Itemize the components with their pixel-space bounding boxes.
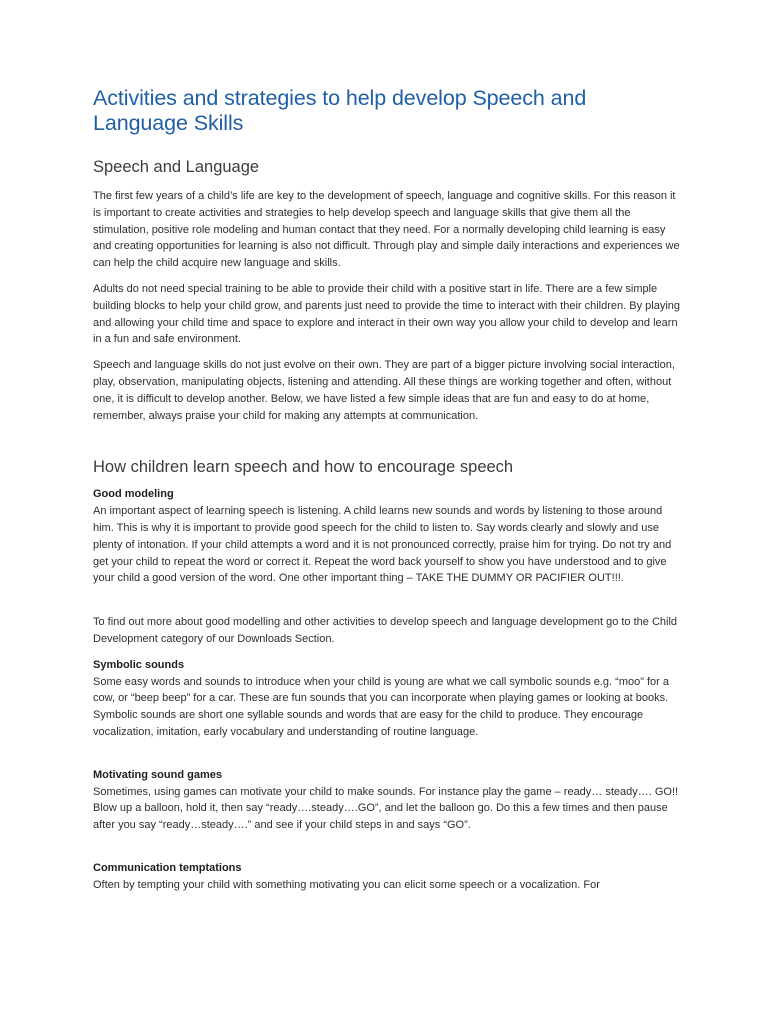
- symbolic-sounds-paragraph: Some easy words and sounds to introduce when your child is young are what we call symbolic sounds e.g. “moo” for a cow, or “beep beep” for a car. These are fun sounds that you can incorporate when playing games or looking at books. Symbolic sounds are short one syllable sounds and words that are easy for the child to produce. They encourage vocalization, imitation, early vocabulary and understanding of routine language.: [93, 675, 669, 738]
- subheading-communication-temptations: Communication temptations: [93, 861, 242, 874]
- good-modeling-paragraph: An important aspect of learning speech is listening. A child learns new sounds and words by listening to those around him. This is why it is important to provide good speech for the child to listen to. Say words clearly and slowly and use plenty of intonation. If your child attempts a word and it is not pronounced correctly, praise him for trying. Do not try and get your child to repeat the word or correct it. Repeat the word back yourself to show you have understood and to give your child a good version of the word. One other important thing – TAKE THE DUMMY OR PACIFIER OUT!!!.: [93, 505, 672, 585]
- section-heading-how-children-learn: How children learn speech and how to encourage speech: [93, 458, 514, 477]
- intro-paragraph-3: Speech and language skills do not just evolve on their own. They are part of a bigger picture involving social interaction, play, observation, manipulating objects, listening and attending. All these things are working together and often, without one, it is difficult to develop another. Below, we have listed a few simple ideas that are fun and easy to do at home, remember, always praise your child for making any attempts at communication.: [93, 359, 675, 422]
- subheading-symbolic-sounds: Symbolic sounds: [93, 658, 185, 671]
- subheading-good-modeling: Good modeling: [93, 488, 174, 501]
- intro-paragraph-2: Adults do not need special training to be able to provide their child with a positive start in life. There are a few simple building blocks to help your child grow, and parents just need to provide the time to interact with their children. By playing and allowing your child time and space to explore and interact in their own way you allow your child to develop and learn in a fun and safe environment.: [93, 282, 680, 346]
- motivating-sound-games-paragraph: Sometimes, using games can motivate your child to make sounds. For instance play the game – ready… steady…. GO!! Blow up a balloon, hold it, then say “ready….steady….GO”, and let the balloon go. Do this a few times and then pause after you say “ready…steady….” and see if your child steps in and says “GO”.: [93, 785, 679, 832]
- subheading-motivating-sound-games: Motivating sound games: [93, 768, 222, 781]
- section-heading-speech-and-language: Speech and Language: [93, 158, 260, 176]
- intro-paragraph-1: The first few years of a child’s life are key to the development of speech, language and cognitive skills. For this reason it is important to create activities and strategies to help develop speech and language skills that give them all the stimulation, positive role modeling and human contact that they need. For a normally developing child learning is easy and creating opportunities for learning is also not difficult. Through play and simple daily interactions and experiences we can help the child acquire new language and skills.: [93, 190, 680, 270]
- document-title: Activities and strategies to help develop Speech and Language Skills: [93, 86, 587, 135]
- communication-temptations-paragraph: Often by tempting your child with something motivating you can elicit some speech or a vocalization. For: [93, 878, 600, 891]
- find-out-more-paragraph: To find out more about good modelling and other activities to develop speech and language development go to the Child Development category of our Downloads Section.: [93, 616, 678, 645]
